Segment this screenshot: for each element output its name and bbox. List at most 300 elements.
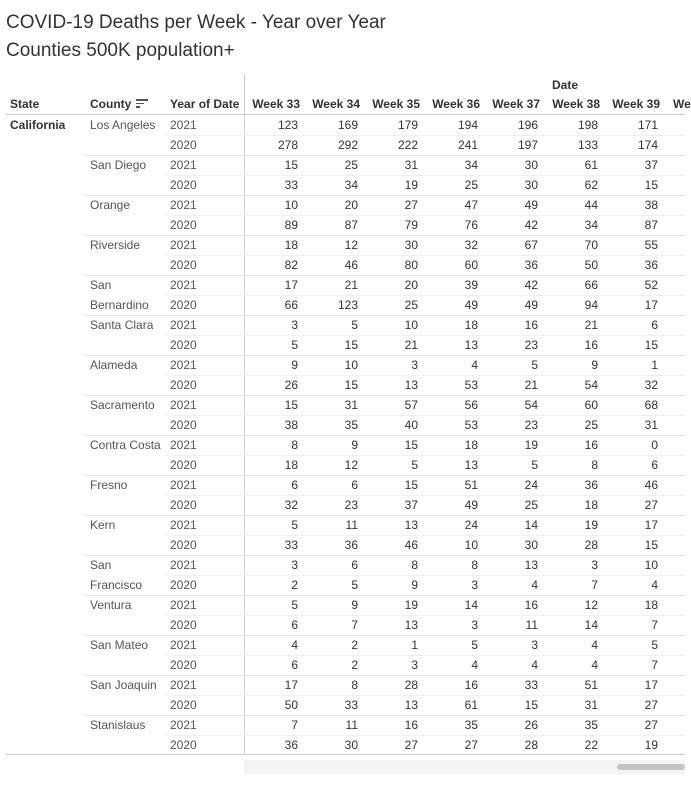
table-cell: 37: [644, 158, 658, 172]
table-cell: 10: [404, 318, 418, 332]
table-cell: 1: [651, 358, 658, 372]
table-cell: 11: [345, 518, 358, 532]
table-cell: 54: [584, 378, 598, 392]
header-week[interactable]: Week 35: [372, 97, 420, 111]
table-cell: 66: [284, 298, 298, 312]
chart-subtitle: Counties 500K population+: [6, 40, 235, 61]
table-cell: 33: [344, 698, 358, 712]
table-cell: 194: [457, 118, 478, 132]
table-cell: 8: [591, 458, 598, 472]
table-cell: 13: [404, 518, 418, 532]
table-cell: 13: [464, 458, 478, 472]
county-separator: [84, 195, 685, 196]
table-cell: 34: [584, 218, 598, 232]
table-cell: 49: [524, 198, 538, 212]
table-cell: 171: [637, 118, 658, 132]
table-cell: 60: [464, 258, 478, 272]
year-label: 2021: [170, 558, 197, 572]
table-cell: 27: [644, 698, 658, 712]
table-cell: 4: [291, 638, 298, 652]
header-state[interactable]: State: [10, 97, 40, 111]
table-cell: 24: [524, 478, 538, 492]
county-separator: [84, 635, 685, 636]
table-cell: 27: [404, 198, 418, 212]
year-label: 2020: [170, 658, 197, 672]
table-cell: 20: [404, 278, 418, 292]
table-cell: 40: [404, 418, 418, 432]
table-cell: 15: [644, 538, 658, 552]
table-cell: 54: [524, 398, 538, 412]
header-year[interactable]: Year of Date: [170, 97, 240, 111]
table-cell: 70: [584, 238, 598, 252]
table-cell: 44: [584, 198, 598, 212]
table-cell: 15: [344, 378, 358, 392]
table-cell: 62: [584, 178, 598, 192]
county-label: Los Angeles: [90, 118, 156, 132]
year-label: 2020: [170, 418, 197, 432]
table-cell: 39: [464, 278, 478, 292]
county-label: Bernardino: [90, 298, 149, 312]
table-cell: 19: [404, 598, 418, 612]
table-cell: 28: [404, 678, 418, 692]
table-cell: 19: [644, 738, 658, 752]
table-cell: 123: [277, 118, 298, 132]
table-cell: 60: [584, 398, 598, 412]
year-label: 2020: [170, 698, 197, 712]
table-cell: 11: [525, 618, 538, 632]
table-cell: 292: [337, 138, 358, 152]
table-cell: 6: [651, 318, 658, 332]
table-cell: 25: [344, 158, 358, 172]
row-separator: [164, 135, 685, 136]
county-label: San: [90, 558, 112, 572]
header-week[interactable]: We: [673, 97, 691, 111]
table-cell: 61: [584, 158, 598, 172]
row-separator: [164, 375, 685, 376]
county-label: Ventura: [90, 598, 132, 612]
table-cell: 5: [651, 638, 658, 652]
table-cell: 7: [591, 578, 598, 592]
table-cell: 68: [644, 398, 658, 412]
table-cell: 36: [644, 258, 658, 272]
table-cell: 1: [411, 638, 418, 652]
table-cell: 9: [351, 438, 358, 452]
table-cell: 15: [344, 338, 358, 352]
table-cell: 36: [524, 258, 538, 272]
table-cell: 18: [284, 238, 298, 252]
row-separator: [164, 415, 685, 416]
year-label: 2020: [170, 258, 197, 272]
table-cell: 89: [284, 218, 298, 232]
table-cell: 15: [644, 338, 658, 352]
county-label: San Mateo: [90, 638, 149, 652]
table-cell: 7: [651, 618, 658, 632]
table-cell: 31: [404, 158, 418, 172]
table-cell: 17: [284, 278, 298, 292]
county-separator: [84, 155, 685, 156]
header-week[interactable]: Week 38: [552, 97, 600, 111]
table-cell: 16: [524, 318, 538, 332]
year-label: 2021: [170, 238, 197, 252]
table-cell: 179: [397, 118, 418, 132]
table-cell: 49: [464, 498, 478, 512]
county-label: Alameda: [90, 358, 138, 372]
table-cell: 2: [351, 658, 358, 672]
county-separator: [84, 555, 685, 556]
row-separator: [164, 175, 685, 176]
year-label: 2021: [170, 278, 197, 292]
table-cell: 11: [345, 718, 358, 732]
year-label: 2020: [170, 338, 197, 352]
table-cell: 23: [524, 338, 538, 352]
table-cell: 23: [344, 498, 358, 512]
header-week[interactable]: Week 37: [492, 97, 540, 111]
county-separator: [84, 715, 685, 716]
table-cell: 50: [584, 258, 598, 272]
row-separator: [164, 255, 685, 256]
table-cell: 27: [644, 718, 658, 732]
table-cell: 4: [471, 358, 478, 372]
table-cell: 26: [524, 718, 538, 732]
table-cell: 76: [464, 218, 478, 232]
year-label: 2021: [170, 678, 197, 692]
table-cell: 17: [644, 298, 658, 312]
table-cell: 9: [591, 358, 598, 372]
table-cell: 123: [337, 298, 358, 312]
table-cell: 31: [644, 418, 658, 432]
table-cell: 15: [404, 438, 418, 452]
scrollbar-thumb[interactable]: [617, 764, 685, 770]
table-cell: 36: [344, 538, 358, 552]
table-cell: 18: [464, 318, 478, 332]
table-cell: 4: [651, 578, 658, 592]
table-cell: 3: [411, 658, 418, 672]
table-cell: 13: [464, 338, 478, 352]
table-cell: 57: [404, 398, 418, 412]
table-cell: 61: [464, 698, 478, 712]
table-cell: 18: [284, 458, 298, 472]
table-cell: 3: [471, 618, 478, 632]
county-separator: [84, 475, 685, 476]
county-label: San Diego: [90, 158, 147, 172]
table-cell: 5: [471, 638, 478, 652]
county-label: Orange: [90, 198, 131, 212]
table-cell: 79: [404, 218, 418, 232]
table-cell: 9: [351, 598, 358, 612]
year-label: 2021: [170, 478, 197, 492]
year-label: 2020: [170, 458, 197, 472]
table-cell: 20: [344, 198, 358, 212]
table-cell: 24: [464, 518, 478, 532]
table-cell: 21: [524, 378, 538, 392]
table-cell: 26: [284, 378, 298, 392]
table-cell: 25: [524, 498, 538, 512]
table-cell: 53: [464, 378, 478, 392]
year-label: 2020: [170, 378, 197, 392]
table-cell: 31: [344, 398, 358, 412]
table-cell: 3: [591, 558, 598, 572]
table-cell: 12: [344, 238, 358, 252]
county-separator: [84, 395, 685, 396]
table-cell: 198: [577, 118, 598, 132]
table-cell: 15: [404, 478, 418, 492]
chart-title: COVID-19 Deaths per Week - Year over Year: [6, 12, 386, 33]
year-label: 2021: [170, 438, 197, 452]
year-label: 2021: [170, 718, 197, 732]
table-cell: 25: [464, 178, 478, 192]
table-cell: 82: [284, 258, 298, 272]
table-cell: 197: [517, 138, 538, 152]
table-cell: 9: [411, 578, 418, 592]
table-cell: 30: [524, 158, 538, 172]
row-separator: [164, 575, 685, 576]
header-rule: [6, 114, 685, 115]
table-cell: 3: [531, 638, 538, 652]
table-cell: 30: [524, 178, 538, 192]
county-label: Sacramento: [90, 398, 155, 412]
table-cell: 51: [584, 678, 598, 692]
county-label: Stanislaus: [90, 718, 146, 732]
county-separator: [84, 515, 685, 516]
table-cell: 8: [351, 678, 358, 692]
sort-icon[interactable]: [136, 99, 148, 109]
table-cell: 13: [524, 558, 538, 572]
table-cell: 21: [344, 278, 358, 292]
table-cell: 19: [404, 178, 418, 192]
table-cell: 46: [404, 538, 418, 552]
county-separator: [84, 315, 685, 316]
table-cell: 35: [344, 418, 358, 432]
table-cell: 3: [471, 578, 478, 592]
table-cell: 67: [524, 238, 538, 252]
year-label: 2021: [170, 358, 197, 372]
column-group-label: Date: [552, 78, 579, 92]
table-cell: 31: [584, 698, 598, 712]
header-week[interactable]: Week 36: [432, 97, 480, 111]
table-cell: 4: [591, 638, 598, 652]
table-cell: 27: [404, 738, 418, 752]
table-cell: 32: [464, 238, 478, 252]
row-separator: [164, 295, 685, 296]
table-cell: 14: [524, 518, 538, 532]
table-cell: 50: [284, 698, 298, 712]
table-cell: 35: [584, 718, 598, 732]
table-cell: 14: [464, 598, 478, 612]
table-cell: 9: [291, 358, 298, 372]
table-cell: 15: [284, 158, 298, 172]
table-cell: 15: [644, 178, 658, 192]
table-cell: 53: [464, 418, 478, 432]
table-cell: 34: [464, 158, 478, 172]
table-cell: 8: [291, 438, 298, 452]
table-cell: 2: [351, 638, 358, 652]
year-label: 2021: [170, 118, 197, 132]
table-cell: 3: [291, 558, 298, 572]
header-week[interactable]: Week 34: [312, 97, 360, 111]
table-cell: 49: [464, 298, 478, 312]
table-cell: 6: [291, 478, 298, 492]
table-cell: 30: [404, 238, 418, 252]
table-cell: 36: [584, 478, 598, 492]
table-cell: 7: [351, 618, 358, 632]
table-cell: 32: [644, 378, 658, 392]
county-separator: [84, 275, 685, 276]
table-cell: 5: [291, 598, 298, 612]
table-cell: 5: [291, 518, 298, 532]
year-label: 2021: [170, 598, 197, 612]
table-cell: 33: [284, 538, 298, 552]
table-cell: 22: [584, 738, 598, 752]
table-cell: 13: [404, 618, 418, 632]
table-cell: 37: [404, 498, 418, 512]
year-label: 2021: [170, 158, 197, 172]
table-cell: 5: [411, 458, 418, 472]
table-cell: 17: [644, 678, 658, 692]
header-week[interactable]: Week 33: [252, 97, 300, 111]
county-separator: [84, 675, 685, 676]
year-label: 2020: [170, 138, 197, 152]
table-cell: 12: [344, 458, 358, 472]
table-cell: 49: [524, 298, 538, 312]
table-cell: 5: [291, 338, 298, 352]
table-cell: 38: [644, 198, 658, 212]
table-cell: 47: [464, 198, 478, 212]
year-label: 2021: [170, 398, 197, 412]
table-cell: 241: [457, 138, 478, 152]
table-cell: 4: [531, 658, 538, 672]
county-label: Santa Clara: [90, 318, 154, 332]
table-cell: 16: [464, 678, 478, 692]
row-separator: [164, 535, 685, 536]
table-cell: 46: [344, 258, 358, 272]
year-label: 2020: [170, 498, 197, 512]
table-cell: 196: [517, 118, 538, 132]
table-cell: 133: [577, 138, 598, 152]
table-cell: 15: [524, 698, 538, 712]
table-cell: 87: [344, 218, 358, 232]
table-cell: 21: [584, 318, 598, 332]
table-cell: 17: [644, 518, 658, 532]
table-cell: 3: [411, 358, 418, 372]
table-cell: 10: [284, 198, 298, 212]
table-cell: 23: [524, 418, 538, 432]
table-cell: 27: [464, 738, 478, 752]
table-cell: 278: [277, 138, 298, 152]
county-separator: [84, 355, 685, 356]
table-cell: 174: [637, 138, 658, 152]
table-cell: 46: [644, 478, 658, 492]
county-label: Riverside: [90, 238, 141, 252]
row-separator: [164, 455, 685, 456]
table-cell: 27: [644, 498, 658, 512]
horizontal-scrollbar[interactable]: [244, 760, 685, 774]
county-separator: [84, 235, 685, 236]
table-cell: 169: [337, 118, 358, 132]
table-cell: 4: [591, 658, 598, 672]
table-cell: 15: [284, 398, 298, 412]
header-county[interactable]: County: [90, 97, 132, 111]
table-cell: 52: [644, 278, 658, 292]
table-cell: 87: [644, 218, 658, 232]
table-cell: 16: [524, 598, 538, 612]
table-cell: 6: [651, 458, 658, 472]
table-cell: 18: [644, 598, 658, 612]
year-label: 2020: [170, 738, 197, 752]
table-cell: 13: [404, 378, 418, 392]
table-cell: 30: [524, 538, 538, 552]
table-cell: 14: [584, 618, 598, 632]
year-label: 2020: [170, 578, 197, 592]
header-week[interactable]: Week 39: [612, 97, 660, 111]
year-label: 2021: [170, 518, 197, 532]
county-separator: [84, 595, 685, 596]
table-cell: 10: [464, 538, 478, 552]
county-label: San Joaquin: [90, 678, 157, 692]
table-cell: 25: [584, 418, 598, 432]
table-cell: 36: [284, 738, 298, 752]
table-cell: 66: [584, 278, 598, 292]
state-label: California: [10, 118, 66, 132]
table-cell: 13: [404, 698, 418, 712]
table-cell: 5: [351, 318, 358, 332]
table-cell: 222: [397, 138, 418, 152]
county-label: Kern: [90, 518, 116, 532]
table-cell: 5: [351, 578, 358, 592]
table-cell: 4: [531, 578, 538, 592]
table-cell: 16: [584, 338, 598, 352]
table-cell: 30: [344, 738, 358, 752]
table-cell: 10: [344, 358, 358, 372]
county-label: Francisco: [90, 578, 143, 592]
table-cell: 42: [524, 218, 538, 232]
table-cell: 33: [524, 678, 538, 692]
row-separator: [164, 735, 685, 736]
table-cell: 18: [464, 438, 478, 452]
row-separator: [164, 495, 685, 496]
table-cell: 5: [531, 358, 538, 372]
table-cell: 19: [524, 438, 538, 452]
table-bottom-rule: [6, 754, 685, 755]
year-label: 2021: [170, 198, 197, 212]
row-separator: [164, 335, 685, 336]
table-cell: 0: [651, 438, 658, 452]
table-cell: 6: [351, 558, 358, 572]
table-cell: 17: [284, 678, 298, 692]
row-separator: [164, 695, 685, 696]
table-cell: 10: [644, 558, 658, 572]
table-cell: 55: [644, 238, 658, 252]
table-cell: 8: [471, 558, 478, 572]
row-separator: [164, 215, 685, 216]
year-label: 2020: [170, 298, 197, 312]
table-cell: 2: [291, 578, 298, 592]
year-label: 2021: [170, 318, 197, 332]
table-cell: 8: [411, 558, 418, 572]
table-cell: 34: [344, 178, 358, 192]
county-label: San: [90, 278, 112, 292]
table-cell: 25: [404, 298, 418, 312]
table-cell: 7: [291, 718, 298, 732]
table-cell: 38: [284, 418, 298, 432]
table-cell: 12: [584, 598, 598, 612]
table-cell: 33: [284, 178, 298, 192]
row-separator: [164, 615, 685, 616]
table-cell: 94: [584, 298, 598, 312]
table-cell: 80: [404, 258, 418, 272]
row-separator: [164, 655, 685, 656]
year-label: 2021: [170, 638, 197, 652]
county-label: Contra Costa: [90, 438, 161, 452]
